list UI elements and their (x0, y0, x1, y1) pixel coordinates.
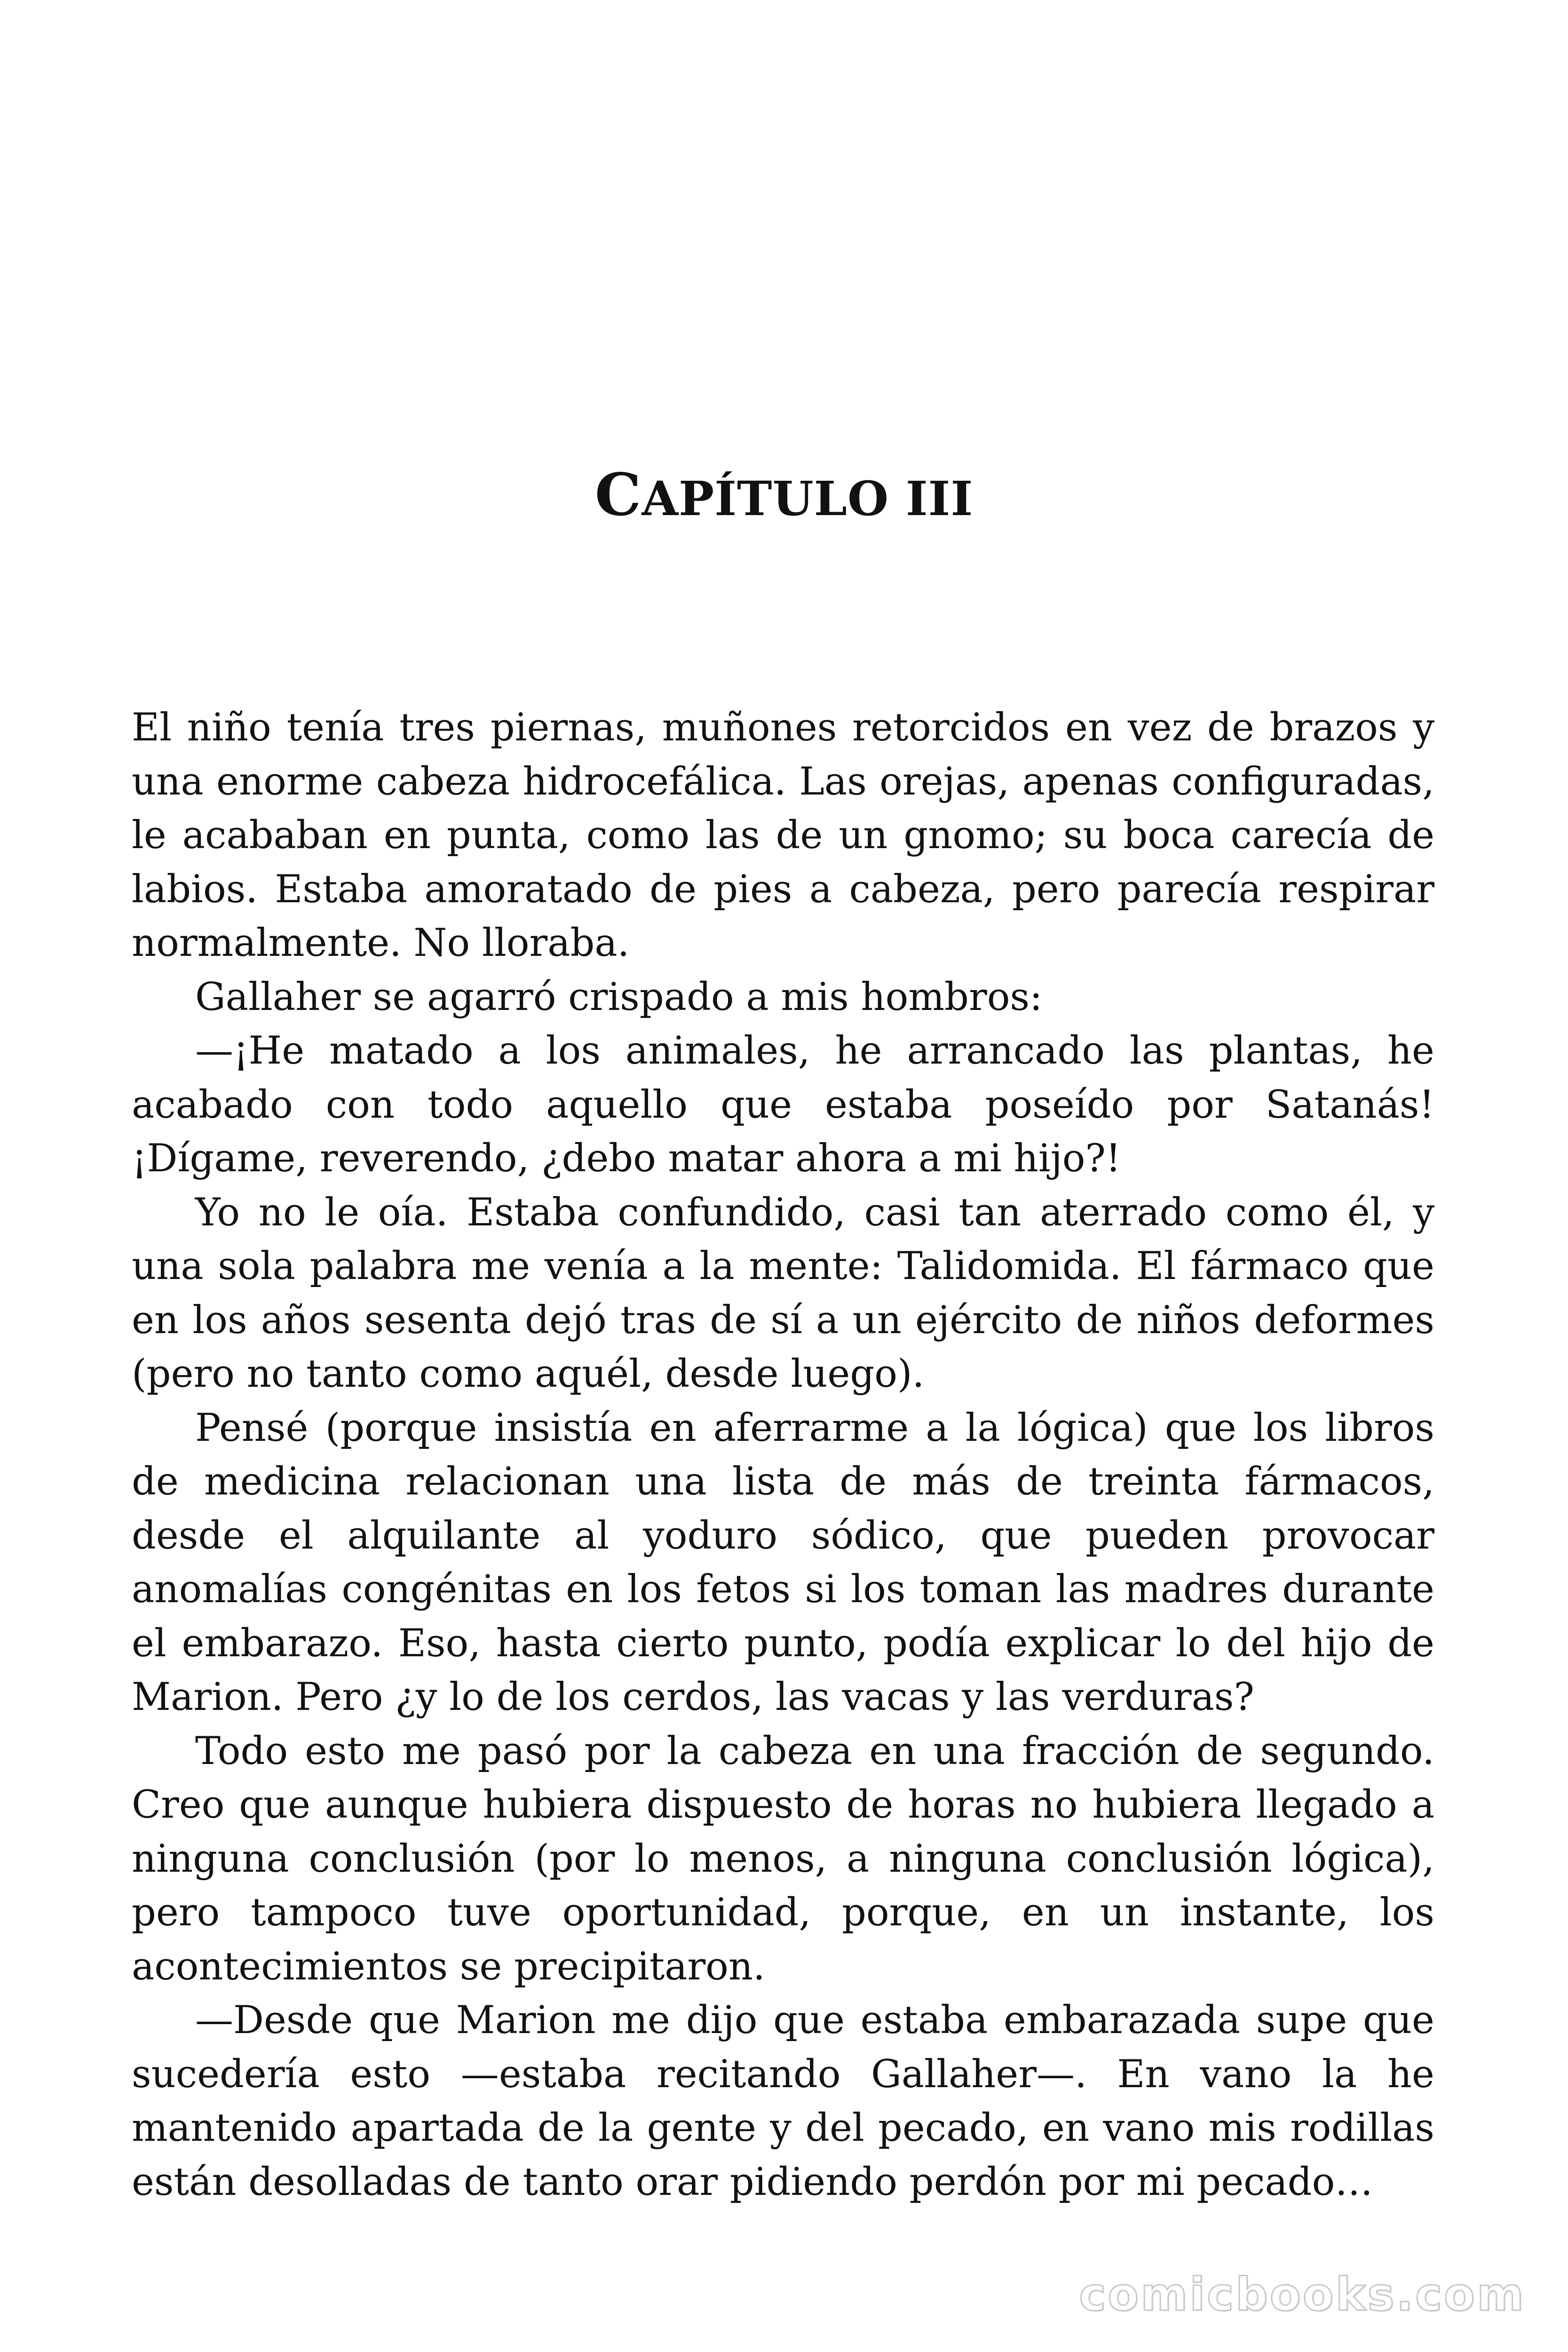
paragraph: —Desde que Marion me dijo que estaba embarazada supe que sucedería esto —estaba recitando Gallaher—. En vano la he mantenido apartada de la gente y del pecado, en vano mis rodillas están desolladas de tanto orar pidiendo perdón por mi pecado… (132, 1998, 1434, 2204)
chapter-title-rest: APÍTULO III (641, 471, 974, 526)
paragraph: —¡He matado a los animales, he arrancado las plantas, he acabado con todo aquello que estaba poseído por Satanás! ¡Dígame, reverendo, ¿debo matar ahora a mi hijo?! (132, 1029, 1434, 1181)
paragraph: El niño tenía tres piernas, muñones retorcidos en vez de brazos y una enorme cabeza hidrocefálica. Las orejas, apenas configuradas, le acababan en punta, como las de un gnomo; su boca carecía de labios. Estaba amoratado de pies a cabeza, pero parecía respirar normalmente. No lloraba. (132, 706, 1434, 965)
chapter-title (0, 461, 1568, 529)
paragraph: Todo esto me pasó por la cabeza en una fracción de segundo. Creo que aunque hubiera dispuesto de horas no hubiera llegado a ninguna conclusión (por lo menos, a ninguna conclusión lógica), pero tampoco tuve oportunidad, porque, en un instante, los acontecimientos se precipitaron. (132, 1729, 1434, 1989)
chapter-title-initial: C (594, 461, 642, 529)
watermark: comicbooks.com (1079, 2268, 1526, 2321)
paragraph: Pensé (porque insistía en aferrarme a la lógica) que los libros de medicina relacionan una lista de más de treinta fármacos, desde el alquilante al yoduro sódico, que pueden provocar anomalías congénitas en los fetos si los toman las madres durante el embarazo. Eso, hasta cierto punto, podía explicar lo del hijo de Marion. Pero ¿y lo de los cerdos, las vacas y las verduras? (132, 1406, 1434, 1719)
paragraph: Yo no le oía. Estaba confundido, casi tan aterrado como él, y una sola palabra me venía a la mente: Talidomida. El fármaco que en los años sesenta dejó tras de sí a un ejército de niños deformes (pero no tanto como aquél, desde luego). (132, 1190, 1434, 1396)
chapter-body (132, 701, 1434, 2209)
paragraph: Gallaher se agarró crispado a mis hombros: (195, 975, 1043, 1019)
